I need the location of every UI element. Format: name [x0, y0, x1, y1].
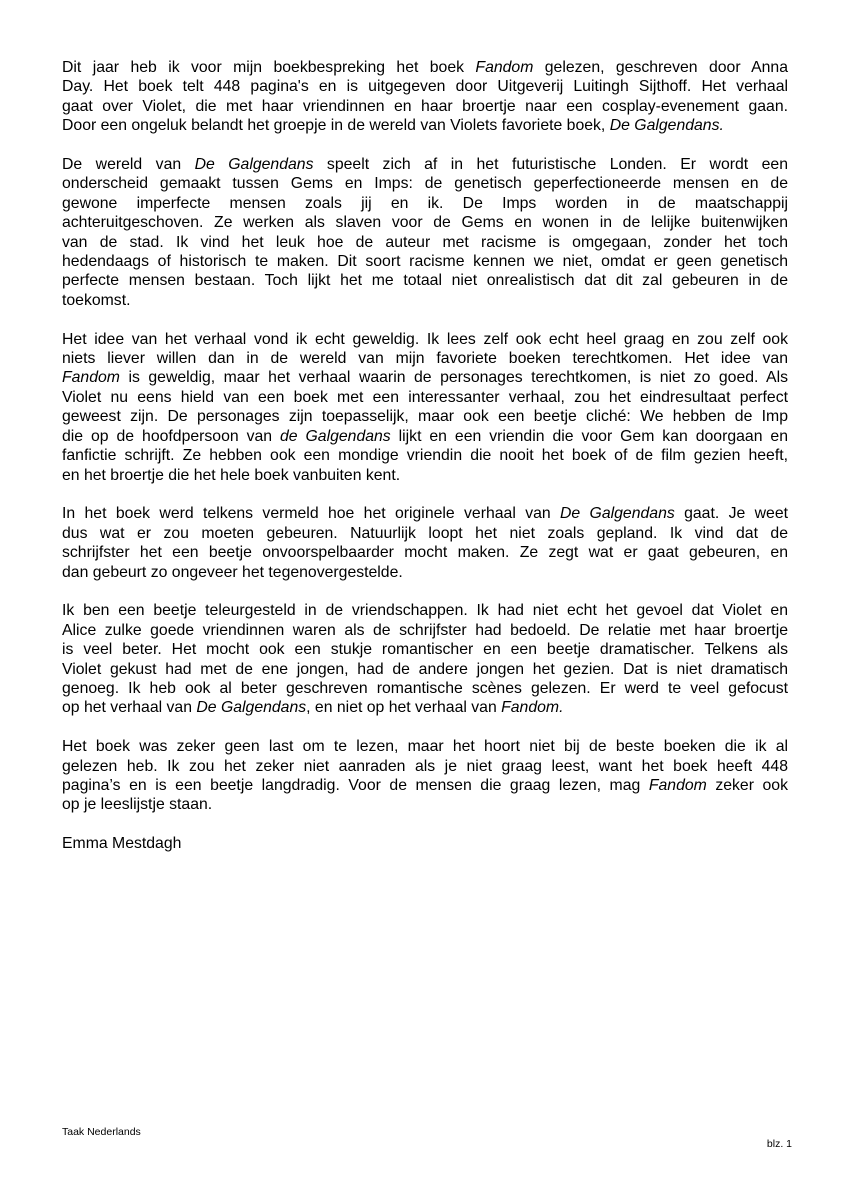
text-line	[62, 271, 788, 290]
book-title-italic: Fandom.	[501, 699, 564, 717]
text-line	[62, 640, 788, 659]
text-line	[62, 58, 788, 77]
footer-course-label: Taak Nederlands	[62, 1126, 141, 1138]
page-number: blz. 1	[766, 1138, 792, 1150]
document-body	[62, 58, 788, 854]
text-line	[62, 252, 788, 271]
text-run: Het idee van het verhaal vond ik echt geweldig. Ik lees zelf ook echt heel graag en zou zelf ook	[62, 330, 788, 348]
text-line	[62, 737, 788, 756]
text-run: Day. Het boek telt 448 pagina's en is uitgegeven door Uitgeverij Luitingh Sijthoff. Het verhaal	[62, 78, 788, 96]
text-line	[62, 446, 788, 465]
text-line	[62, 660, 788, 679]
text-line	[62, 97, 788, 116]
text-line	[62, 543, 788, 562]
text-line	[62, 155, 788, 174]
text-run: perfecte mensen bestaan. Toch lijkt het me totaal niet onrealistisch dat dit zal gebeuren in de	[62, 272, 788, 290]
text-run: toekomst.	[62, 291, 131, 309]
paragraph	[62, 601, 788, 717]
text-run: gaat. Je weet	[674, 505, 788, 523]
text-run: speelt zich af in het futuristische Londen. Er wordt een	[313, 156, 788, 174]
text-line	[62, 233, 788, 252]
signature: Emma Mestdagh	[62, 835, 182, 853]
text-line	[62, 466, 788, 485]
text-run: , en niet op het verhaal van	[306, 699, 502, 717]
text-line	[62, 698, 788, 717]
text-run: Dit jaar heb ik voor mijn boekbespreking het boek	[62, 59, 476, 76]
text-line	[62, 116, 788, 135]
text-line	[62, 213, 788, 232]
paragraph	[62, 155, 788, 310]
text-run: van de stad. Ik vind het leuk hoe de auteur met racisme is omgegaan, zonder het toch	[62, 233, 788, 251]
book-title-italic: de Galgendans	[280, 427, 391, 445]
text-run: gewone imperfecte mensen zoals jij en ik. De Imps worden in de maatschappij	[62, 194, 788, 212]
text-run: Ik ben een beetje teleurgesteld in de vriendschappen. Ik had niet echt het gevoel dat Violet en	[62, 602, 788, 620]
text-run: fanfictie schrijft. Ze hebben ook een mondige vriendin die nooit het boek of de film gezien heeft,	[62, 447, 788, 465]
text-line	[62, 291, 788, 310]
text-run: De wereld van	[62, 156, 195, 174]
text-run: op het verhaal van	[62, 699, 197, 717]
text-line	[62, 368, 788, 387]
paragraph	[62, 58, 788, 136]
text-run: onderscheid gemaakt tussen Gems en Imps: de genetisch geperfectioneerde mensen en de	[62, 175, 788, 193]
text-line	[62, 776, 788, 795]
text-run: Door een ongeluk belandt het groepje in de wereld van Violets favoriete boek,	[62, 117, 610, 135]
text-run: gaat over Violet, die met haar vriendinnen en haar broertje naar een cosplay-evenement gaan.	[62, 97, 788, 115]
text-run: is geweldig, maar het verhaal waarin de personages terechtkomen, is niet zo goed. Als	[119, 369, 788, 387]
text-run: is veel beter. Het mocht ook een stukje romantischer en een beetje dramatischer. Telkens als	[62, 641, 788, 659]
text-run: dan gebeurt zo ongeveer het tegenovergestelde.	[62, 563, 403, 581]
text-run: en het broertje die het hele boek vanbuiten kent.	[62, 466, 401, 484]
paragraphs	[62, 58, 788, 815]
text-run: lijkt en een vriendin die voor Gem kan doorgaan en	[390, 427, 788, 445]
text-run: Violet gekust had met de ene jongen, had de andere jongen het gezien. Dat is niet dramatisch	[62, 660, 788, 678]
text-line	[62, 330, 788, 349]
paragraph	[62, 504, 788, 582]
text-line	[62, 407, 788, 426]
text-line	[62, 679, 788, 698]
paragraph	[62, 330, 788, 485]
text-run: Violet nu eens hield van een boek met een interessanter verhaal, zou het eindresultaat perfect	[62, 388, 788, 406]
paragraph	[62, 737, 788, 815]
text-run: Het boek was zeker geen last om te lezen, maar het hoort niet bij de beste boeken die ik al	[62, 738, 788, 756]
text-line	[62, 504, 788, 523]
book-title-italic: De Galgendans	[196, 699, 307, 717]
text-line	[62, 349, 788, 368]
text-line	[62, 563, 788, 582]
text-run: genoeg. Ik heb ook al beter geschreven romantische scènes gelezen. Er werd te veel gefocust	[62, 679, 788, 697]
text-line	[62, 174, 788, 193]
text-run: gelezen heb. Ik zou het zeker niet aanraden als je niet graag leest, want het boek heeft 448	[62, 757, 788, 775]
text-line	[62, 427, 788, 446]
text-run: op je leeslijstje staan.	[62, 796, 213, 814]
book-title-italic: Fandom	[475, 59, 534, 76]
text-run: achteruitgeschoven. Ze werken als slaven voor de Gems en wonen in de lelijke buitenwijken	[62, 214, 788, 232]
text-run: gelezen, geschreven door Anna	[533, 59, 788, 76]
text-line	[62, 194, 788, 213]
text-line	[62, 77, 788, 96]
book-title-italic: De Galgendans	[560, 505, 675, 523]
text-line	[62, 621, 788, 640]
book-title-italic: Fandom	[62, 369, 120, 387]
text-run: zeker ook	[706, 776, 788, 794]
text-line	[62, 524, 788, 543]
text-run: Alice zulke goede vriendinnen waren als de schrijfster had bedoeld. De relatie met haar broertje	[62, 621, 788, 639]
text-run: die op de hoofdpersoon van	[62, 427, 280, 445]
book-title-italic: Fandom	[648, 776, 707, 794]
text-line	[62, 795, 788, 814]
text-run: dus wat er zou moeten gebeuren. Natuurlijk loopt het niet zoals gepland. Ik vind dat de	[62, 524, 788, 542]
text-line	[62, 601, 788, 620]
text-line	[62, 388, 788, 407]
text-run: geweest zijn. De personages zijn toepasselijk, maar ook een beetje cliché: We hebben de Imp	[62, 408, 788, 426]
text-run: pagina’s en is een beetje langdradig. Voor de mensen die graag lezen, mag	[62, 776, 649, 794]
text-run: In het boek werd telkens vermeld hoe het originele verhaal van	[62, 505, 561, 523]
book-title-italic: De Galgendans.	[609, 117, 724, 135]
text-run: schrijfster het een beetje onvoorspelbaarder mocht maken. Ze zegt wat er gaat gebeuren, en	[62, 544, 788, 562]
book-title-italic: De Galgendans	[194, 156, 314, 174]
text-run: niets liever willen dan in de wereld van mijn favoriete boeken terechtkomen. Het idee van	[62, 350, 788, 368]
text-line	[62, 757, 788, 776]
text-run: hedendaags of historisch te maken. Dit soort racisme kennen we niet, omdat er geen genetisch	[62, 253, 788, 271]
